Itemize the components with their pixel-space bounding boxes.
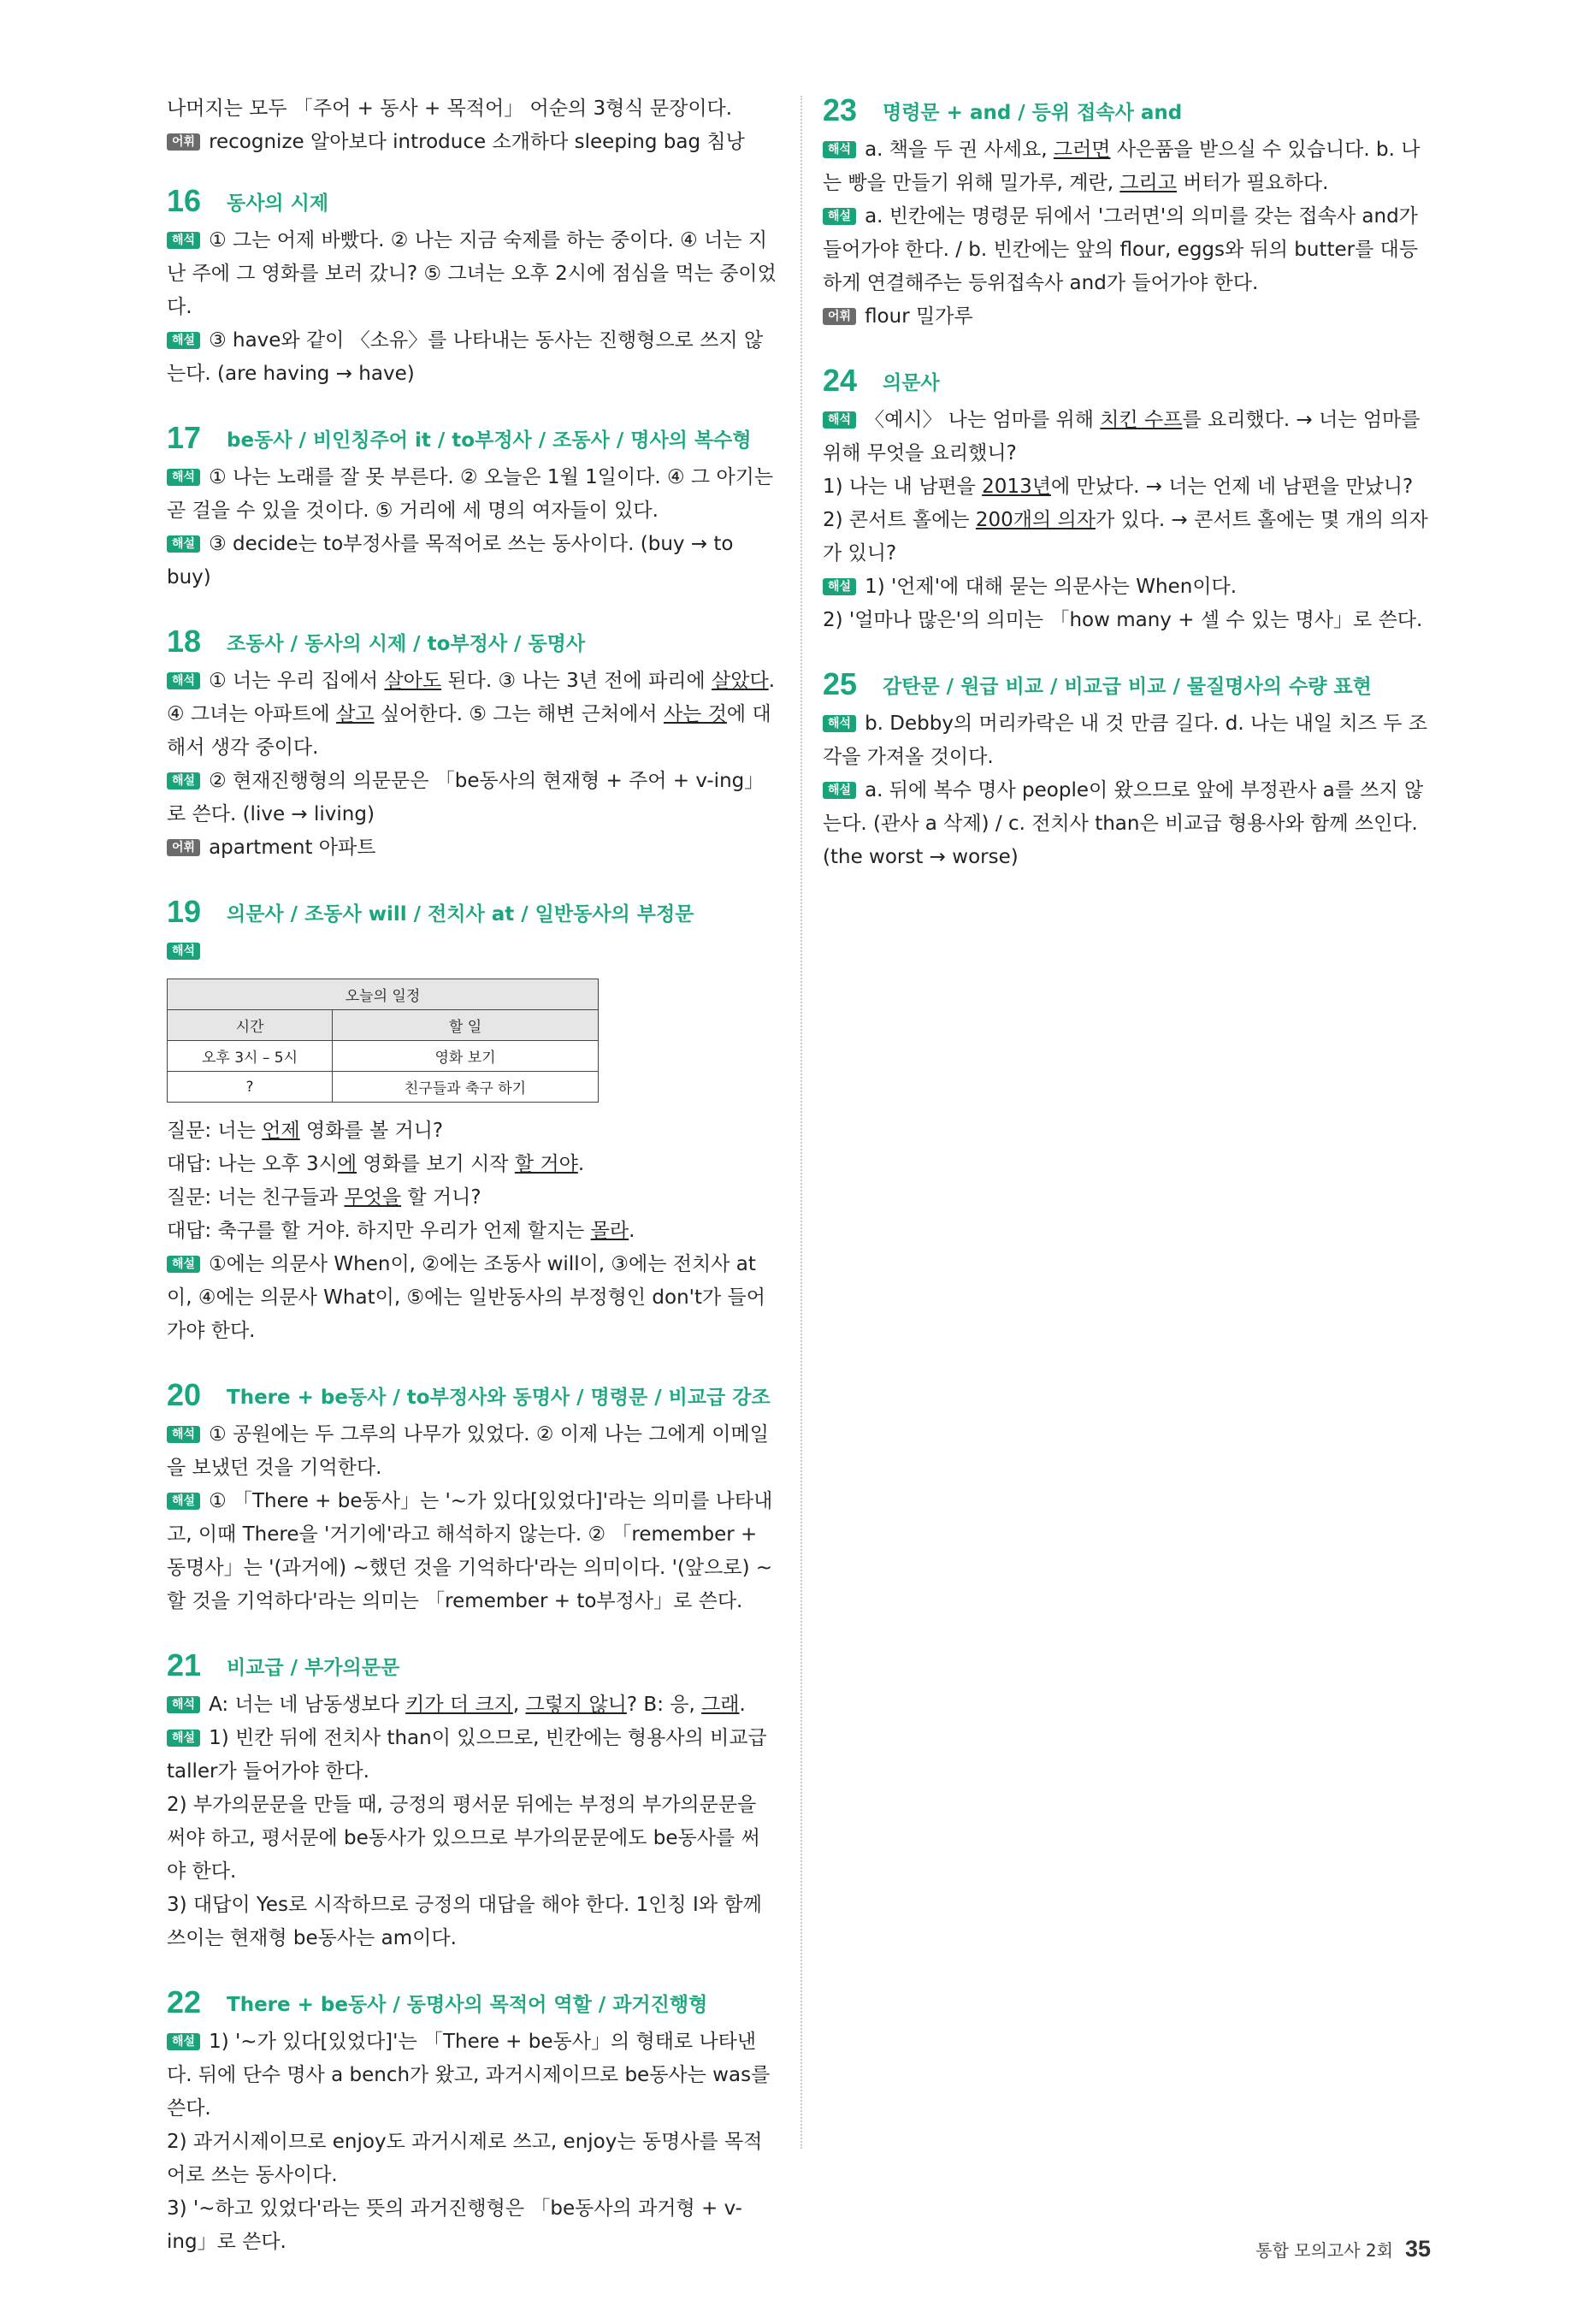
question-title: 명령문 + and / 등위 접속사 and <box>883 101 1183 124</box>
explanation: 해설 ①에는 의문사 When이, ②에는 조동사 will이, ③에는 전치사 at이, ④에는 의문사 What이, ⑤에는 일반동사의 부정형인 don't가 들어가야 한다. <box>167 1253 765 1342</box>
dialogue-line: 질문: 너는 친구들과 무엇을 할 거니? <box>167 1186 481 1209</box>
page-footer <box>1255 2236 1431 2262</box>
explanation-badge: 해설 <box>823 578 856 595</box>
translation: 해석 ① 그는 어제 바빴다. ② 나는 지금 숙제를 하는 중이다. ④ 너는 지난 주에 그 영화를 보러 갔니? ⑤ 그녀는 오후 2시에 점심을 먹는 중이었다. <box>167 229 777 318</box>
explanation: 해설 a. 뒤에 복수 명사 people이 왔으므로 앞에 부정관사 a를 쓰지 않는다. (관사 a 삭제) / c. 전치사 than은 비교급 형용사와 함께 쓰인다. (the worst → worse) <box>823 779 1424 868</box>
schedule-table <box>167 979 599 1103</box>
explanation: 해설 ③ have와 같이 〈소유〉를 나타내는 동사는 진행형으로 쓰지 않는다. (are having → have) <box>167 329 764 385</box>
explanation-item: 2) 부가의문문을 만들 때, 긍정의 평서문 뒤에는 부정의 부가의문문을 써야 하고, 평서문에 be동사가 있으므로 부가의문문에도 be동사를 써야 한다. <box>167 1794 760 1883</box>
question-17 <box>167 420 778 594</box>
dialogue-line: 대답: 나는 오후 3시에 영화를 보기 시작 할 거야. <box>167 1153 585 1175</box>
question-24 <box>823 363 1434 637</box>
explanation: 해설 1) 빈칸 뒤에 전치사 than이 있으므로, 빈칸에는 형용사의 비교급 taller가 들어가야 한다. <box>167 1727 767 1783</box>
explanation: 해설 1) '언제'에 대해 묻는 의문사는 When이다. <box>823 571 1434 604</box>
question-number: 23 <box>823 92 858 127</box>
explanation-badge: 해설 <box>167 1256 200 1273</box>
vocab-badge: 어휘 <box>167 839 200 856</box>
translation-badge: 해석 <box>823 715 856 732</box>
vocabulary: 어휘 flour 밀가루 <box>823 300 1434 334</box>
question-number: 16 <box>167 183 202 218</box>
explanation-item: 2) '얼마나 많은'의 의미는 「how many + 셀 수 있는 명사」로 쓴다. <box>823 609 1423 631</box>
footer-label: 통합 모의고사 2회 <box>1255 2240 1393 2261</box>
column-divider <box>800 96 802 2149</box>
translation: 해석 ① 나는 노래를 잘 못 부른다. ② 오늘은 1월 1일이다. ④ 그 아기는 곧 걸을 수 있을 것이다. ⑤ 거리에 세 명의 여자들이 있다. <box>167 466 774 522</box>
translation-badge: 해석 <box>167 672 200 689</box>
table-caption: 오늘의 일정 <box>168 979 599 1010</box>
question-title: 의문사 <box>883 371 940 394</box>
translation-badge: 해석 <box>167 943 200 960</box>
explanation-badge: 해설 <box>823 782 856 799</box>
translation-item: 2) 콘서트 홀에는 200개의 의자가 있다. → 콘서트 홀에는 몇 개의 의자가 있니? <box>823 509 1428 565</box>
vocab-badge: 어휘 <box>823 308 856 325</box>
vocabulary: 어휘 apartment 아파트 <box>167 831 778 865</box>
question-number: 17 <box>167 420 202 455</box>
translation-badge: 해석 <box>167 1696 200 1713</box>
vocab-badge: 어휘 <box>167 133 200 151</box>
question-number: 18 <box>167 624 202 659</box>
translation-badge: 해석 <box>167 232 200 249</box>
translation-badge: 해석 <box>167 469 200 486</box>
question-number: 21 <box>167 1647 202 1682</box>
explanation-item: 3) 대답이 Yes로 시작하므로 긍정의 대답을 해야 한다. 1인칭 I와 함께 쓰이는 현재형 be동사는 am이다. <box>167 1894 762 1949</box>
explanation-badge: 해설 <box>167 1493 200 1510</box>
explanation: 해설 ② 현재진행형의 의문문은 「be동사의 현재형 + 주어 + v-ing」로 쓴다. (live → living) <box>167 770 765 825</box>
question-19 <box>167 894 778 1348</box>
explanation-badge: 해설 <box>823 208 856 225</box>
table-row: 오후 3시 – 5시 영화 보기 <box>168 1041 599 1072</box>
question-21 <box>167 1647 778 1955</box>
intro-line: 나머지는 모두 「주어 + 동사 + 목적어」 어순의 3형식 문장이다. <box>167 98 733 120</box>
question-23 <box>823 92 1434 334</box>
table-header: 할 일 <box>333 1010 599 1041</box>
question-number: 25 <box>823 666 858 701</box>
table-row: ? 친구들과 축구 하기 <box>168 1072 599 1103</box>
explanation: 해설 ① 「There + be동사」는 '~가 있다[있었다]'라는 의미를 나타내고, 이때 There을 '거기에'라고 해석하지 않는다. ② 「remember + 동명사」는 '(과거에) ~했던 것을 기억하다'라는 의미이다. '(앞으로) ~할 것을 기억하다'라는 의미는 「remember + to부정사」로 쓴다. <box>167 1490 773 1612</box>
table-header: 시간 <box>168 1010 333 1041</box>
translation-badge: 해석 <box>823 141 856 158</box>
translation: 해석 〈예시〉 나는 엄마를 위해 치킨 수프를 요리했다. → 너는 엄마를 위해 무엇을 요리했니? <box>823 409 1421 464</box>
explanation-badge: 해설 <box>167 1730 200 1747</box>
left-column <box>167 92 778 2288</box>
translation <box>167 935 778 968</box>
question-title: 의문사 / 조동사 will / 전치사 at / 일반동사의 부정문 <box>227 902 694 925</box>
question-number: 22 <box>167 1984 202 2019</box>
explanation-badge: 해설 <box>167 332 200 349</box>
explanation: 해설 a. 빈칸에는 명령문 뒤에서 '그러면'의 의미를 갖는 접속사 and가 들어가야 한다. / b. 빈칸에는 앞의 flour, eggs와 뒤의 butter를 대등하게 연결해주는 등위접속사 and가 들어가야 한다. <box>823 205 1419 294</box>
question-22 <box>167 1984 778 2259</box>
dialogue-line: 대답: 축구를 할 거야. 하지만 우리가 언제 할지는 몰라. <box>167 1220 635 1242</box>
question-title: 감탄문 / 원급 비교 / 비교급 비교 / 물질명사의 수량 표현 <box>883 675 1372 698</box>
question-number: 20 <box>167 1377 202 1412</box>
explanation: 해설 ③ decide는 to부정사를 목적어로 쓰는 동사이다. (buy → to buy) <box>167 533 734 588</box>
intro-vocab: 어휘 recognize 알아보다 introduce 소개하다 sleeping bag 침낭 <box>167 126 778 159</box>
question-title: There + be동사 / 동명사의 목적어 역할 / 과거진행형 <box>227 1993 708 2016</box>
question-title: 동사의 시제 <box>227 192 329 215</box>
question-title: be동사 / 비인칭주어 it / to부정사 / 조동사 / 명사의 복수형 <box>227 429 752 452</box>
translation: 해석 ① 공원에는 두 그루의 나무가 있었다. ② 이제 나는 그에게 이메일을 보냈던 것을 기억한다. <box>167 1423 769 1479</box>
question-number: 24 <box>823 363 858 398</box>
explanation-badge: 해설 <box>167 772 200 789</box>
explanation-item: 2) 과거시제이므로 enjoy도 과거시제로 쓰고, enjoy는 동명사를 목적어로 쓰는 동사이다. <box>167 2131 763 2186</box>
translation-badge: 해석 <box>823 411 856 429</box>
translation: 해석 A: 너는 네 남동생보다 키가 더 크지, 그렇지 않니? B: 응, 그래. <box>167 1688 778 1722</box>
question-20 <box>167 1377 778 1618</box>
question-18 <box>167 624 778 865</box>
translation-item: 1) 나는 내 남편을 2013년에 만났다. → 너는 언제 네 남편을 만났니? <box>823 476 1414 498</box>
explanation: 해설 1) '~가 있다[있었다]'는 「There + be동사」의 형태로 나타낸다. 뒤에 단수 명사 a bench가 왔고, 과거시제이므로 be동사는 was를 쓴다. <box>167 2031 771 2120</box>
translation: 해석 ① 너는 우리 집에서 살아도 된다. ③ 나는 3년 전에 파리에 살았다. ④ 그녀는 아파트에 살고 싶어한다. ⑤ 그는 해변 근처에서 사는 것에 대해서 생각 중이다. <box>167 670 775 759</box>
right-column <box>823 92 1434 903</box>
dialogue-line: 질문: 너는 언제 영화를 볼 거니? <box>167 1120 444 1142</box>
question-16 <box>167 183 778 391</box>
page-number: 35 <box>1404 2236 1431 2262</box>
question-number: 19 <box>167 894 202 929</box>
translation: 해석 a. 책을 두 권 사세요, 그러면 사은품을 받으실 수 있습니다. b. 나는 빵을 만들기 위해 밀가루, 계란, 그리고 버터가 필요하다. <box>823 139 1421 194</box>
explanation-badge: 해설 <box>167 2033 200 2050</box>
question-title: There + be동사 / to부정사와 동명사 / 명령문 / 비교급 강조 <box>227 1386 771 1409</box>
explanation-badge: 해설 <box>167 535 200 553</box>
question-25 <box>823 666 1434 874</box>
question-title: 비교급 / 부가의문문 <box>227 1656 400 1679</box>
translation: 해석 b. Debby의 머리카락은 내 것 만큼 길다. d. 나는 내일 치즈 두 조각을 가져올 것이다. <box>823 713 1427 768</box>
question-title: 조동사 / 동사의 시제 / to부정사 / 동명사 <box>227 632 586 655</box>
translation-badge: 해석 <box>167 1426 200 1443</box>
explanation-item: 3) '~하고 있었다'라는 뜻의 과거진행형은 「be동사의 과거형 + v-ing」로 쓴다. <box>167 2197 742 2253</box>
intro-block <box>167 92 778 159</box>
